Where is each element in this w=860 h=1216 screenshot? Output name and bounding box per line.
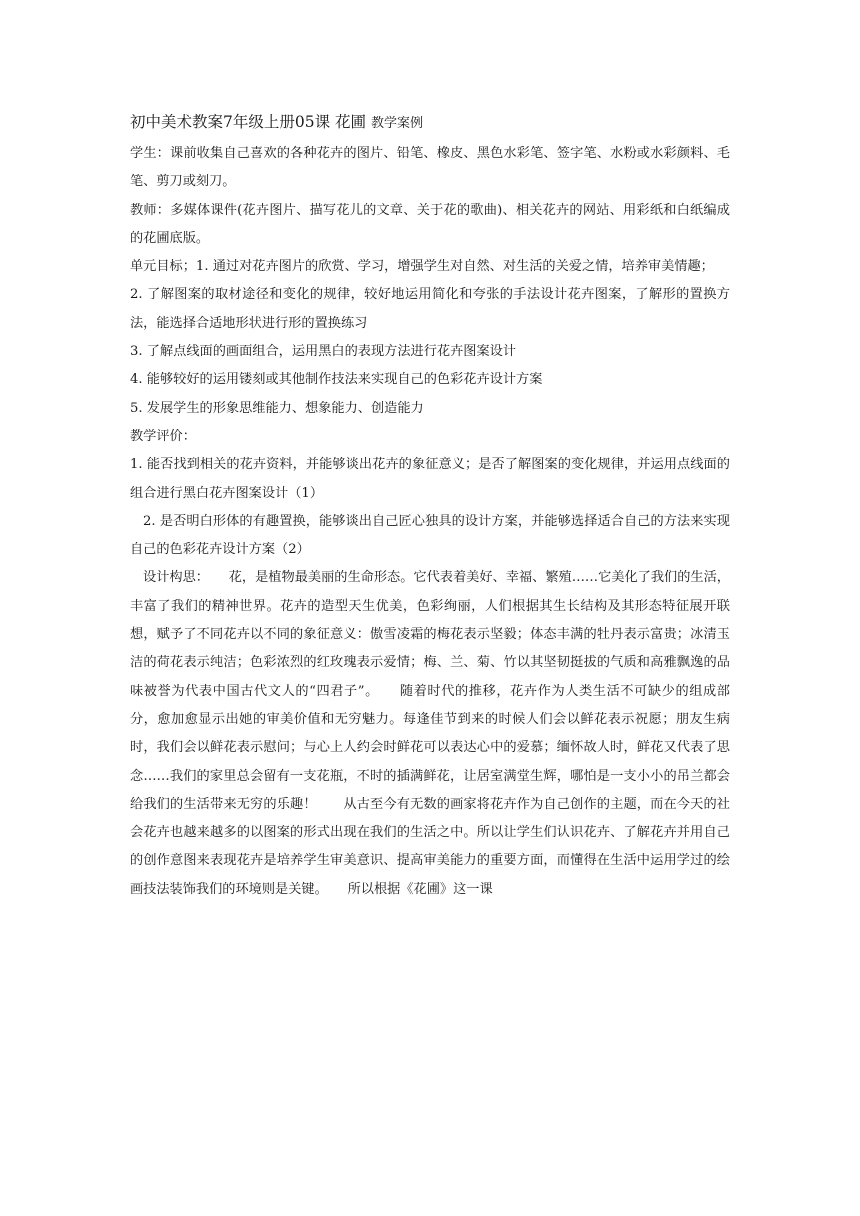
paragraph-unit-goal-4: 4. 能够较好的运用镂刻或其他制作技法来实现自己的色彩花卉设计方案 [130,372,543,388]
paragraph-evaluation-2: 2. 是否明白形体的有趣置换，能够谈出自己匠心独具的设计方案，并能够选择适合自己的方法来实现自己的色彩花卉设计方案（2） [130,513,730,558]
document-title-line [130,108,730,138]
paragraph-evaluation-heading: 教学评价： [130,428,196,444]
paragraph-unit-goal-5: 5. 发展学生的形象思维能力、想象能力、创造能力 [130,400,424,416]
paragraph-student-materials: 学生：课前收集自己喜欢的各种花卉的图片、铅笔、橡皮、黑色水彩笔、签字笔、水粉或水彩颜料、毛笔、剪刀或刻刀。 [130,146,730,190]
document-page [130,108,730,904]
document-title: 初中美术教案7年级上册05课 花圃 [130,113,367,131]
paragraph-teacher-materials: 教师：多媒体课件(花卉图片、描写花儿的文章、关于花的歌曲)、相关花卉的网站、用彩纸和白纸编成的花圃底版。 [130,202,730,246]
document-subtitle: 教学案例 [370,116,423,131]
paragraph-unit-goal-1: 单元目标；1. 通过对花卉图片的欣赏、学习，增强学生对自然、对生活的关爱之情，培养审美情趣； [130,259,714,275]
paragraph-unit-goal-2: 2. 了解图案的取材途径和变化的规律，较好地运用简化和夸张的手法设计花卉图案，了解形的置换方法，能选择合适地形状进行形的置换练习 [130,287,730,331]
paragraph-evaluation-1: 1. 能否找到相关的花卉资料，并能够谈出花卉的象征意义；是否了解图案的变化规律，并运用点线面的组合进行黑白花卉图案设计（1） [130,457,730,501]
paragraph-unit-goal-3: 3. 了解点线面的画面组合，运用黑白的表现方法进行花卉图案设计 [130,344,517,360]
paragraph-design-concept: 设计构思： 花，是植物最美丽的生命形态。它代表着美好、幸福、繁殖……它美化了我们的生活，丰富了我们的精神世界。花卉的造型天生优美，色彩绚丽，人们根据其生长结构及其形态特征展开联想，赋予了不同花卉以不同的象征意义：傲雪凌霜的梅花表示坚毅；体态丰满的牡丹表示富贵；冰清玉洁的荷花表示纯洁；色彩浓烈的红玫瑰表示爱情；梅、兰、菊、竹以其坚韧挺拔的气质和高雅飘逸的品味被誉为代表中国古代文人的“四君子”。 随着时代的推移，花卉作为人类生活不可缺少的组成部分，愈加愈显示出她的审美价值和无穷魅力。每逢佳节到来的时候人们会以鲜花表示祝愿；朋友生病时，我们会以鲜花表示慰问；与心上人约会时鲜花可以表达心中的爱慕；缅怀故人时，鲜花又代表了思念……我们的家里总会留有一支花瓶，不时的插满鲜花，让居室满堂生辉，哪怕是一支小小的吊兰都会给我们的生活带来无穷的乐趣！ 从古至今有无数的画家将花卉作为自己创作的主题，而在今天的社会花卉也越来越多的以图案的形式出现在我们的生活之中。所以让学生们认识花卉、了解花卉并用自己的创作意图来表现花卉是培养学生审美意识、提高审美能力的重要方面，而懂得在生活中运用学过的绘画技法装饰我们的环境则是关键。 所以根据《花圃》这一课 [130,570,730,897]
